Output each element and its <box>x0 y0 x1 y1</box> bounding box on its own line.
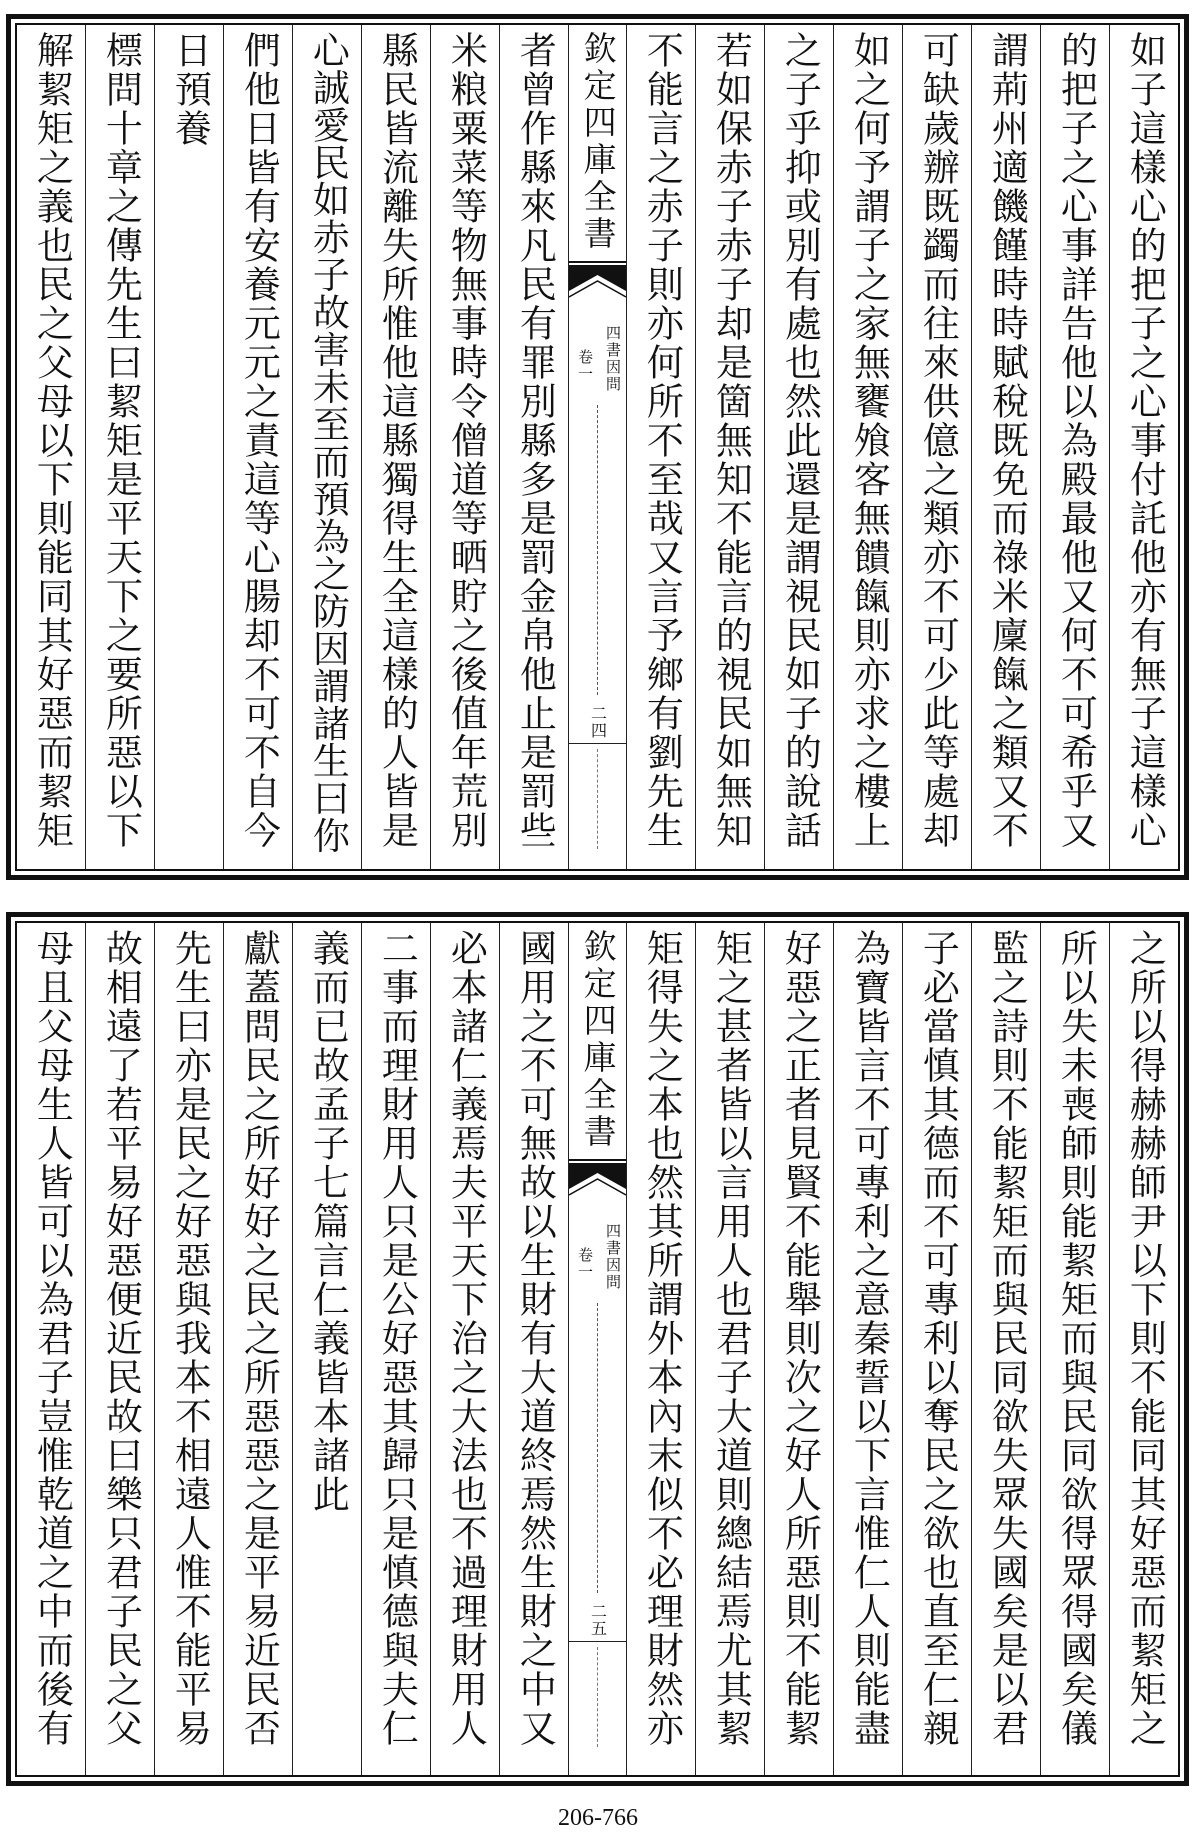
center-column <box>568 923 626 1775</box>
text-column <box>764 923 833 1775</box>
page-number-rule <box>569 1641 626 1642</box>
page-number: 二四 <box>588 705 608 739</box>
column-text: 所以失未喪師則能絜矩而與民同欲得眾得國矣儀 <box>1054 929 1098 1748</box>
volume-label: 卷一 <box>576 1247 594 1281</box>
column-text: 必本諸仁義焉夫平天下治之大法也不過理財用人 <box>444 929 488 1748</box>
column-text: 謂荊州適饑饉時時賦稅既免而祿米廩餼之類又不 <box>985 31 1029 850</box>
text-column <box>1040 923 1109 1775</box>
fishtail-mark <box>569 261 626 301</box>
text-column <box>17 923 85 1775</box>
page-panel-bottom <box>6 912 1189 1786</box>
book-title: 四書因問 <box>604 1223 622 1291</box>
text-column <box>361 923 430 1775</box>
text-column <box>154 25 223 869</box>
column-text: 日預養 <box>168 31 212 148</box>
column-text: 矩得失之本也然其所謂外本內末似不必理財然亦 <box>640 929 684 1748</box>
text-column <box>85 923 154 1775</box>
panel-frame <box>15 921 1180 1777</box>
series-title-wrap <box>569 31 626 253</box>
text-column <box>154 923 223 1775</box>
column-text: 之所以得赫赫師尹以下則不能同其好惡而絜矩之 <box>1123 929 1167 1748</box>
column-text: 若如保赤子赤子却是箇無知不能言的視民如無知 <box>709 31 753 850</box>
page-number-wrap <box>569 1603 626 1637</box>
book-title: 四書因問 <box>604 325 622 393</box>
column-text: 之子乎抑或別有處也然此還是謂視民如子的說話 <box>778 31 822 850</box>
text-column <box>626 923 695 1775</box>
text-column <box>695 923 764 1775</box>
text-column <box>902 923 971 1775</box>
column-text: 者曾作縣來凡民有罪別縣多是罰金帛他止是罰些 <box>513 31 557 850</box>
text-column <box>764 25 833 869</box>
column-text: 的把子之心事詳告他以為殿最他又何不可希乎又 <box>1054 31 1098 850</box>
text-column <box>626 25 695 869</box>
column-text: 國用之不可無故以生財有大道終焉然生財之中又 <box>513 929 557 1748</box>
column-text: 縣民皆流離失所惟他這縣獨得生全這樣的人皆是 <box>375 31 419 850</box>
center-dotted-rule-lower <box>597 749 598 849</box>
column-text: 二事而理財用人只是公好惡其歸只是慎德與夫仁 <box>375 929 419 1748</box>
center-column <box>568 25 626 869</box>
text-column <box>430 923 499 1775</box>
text-column <box>17 25 85 869</box>
text-column <box>223 923 292 1775</box>
text-column <box>1040 25 1109 869</box>
footer-page-number: 206-766 <box>558 1805 638 1831</box>
text-column <box>223 25 292 869</box>
center-dotted-rule-lower <box>597 1647 598 1747</box>
column-text: 母且父母生人皆可以為君子豈惟乾道之中而後有 <box>30 929 74 1748</box>
column-text: 為寶皆言不可專利之意秦誓以下言惟仁人則能盡 <box>847 929 891 1748</box>
text-column <box>499 25 568 869</box>
text-column <box>1109 25 1178 869</box>
text-column <box>361 25 430 869</box>
page-number-wrap <box>569 705 626 739</box>
column-text: 如之何予謂子之家無饔飧客無饋餼則亦求之樓上 <box>847 31 891 850</box>
series-title: 欽定四庫全書 <box>578 929 618 1151</box>
column-text: 好惡之正者見賢不能舉則次之好人所惡則不能絜 <box>778 929 822 1748</box>
page-number: 二五 <box>588 1603 608 1637</box>
text-column <box>902 25 971 869</box>
text-column <box>971 923 1040 1775</box>
column-text: 如子這樣心的把子之心事付託他亦有無子這樣心 <box>1123 31 1167 850</box>
panel-frame <box>15 23 1180 871</box>
column-text: 矩之甚者皆以言用人也君子大道則總結焉尤其絜 <box>709 929 753 1748</box>
page-panel-top <box>6 14 1189 880</box>
column-text: 標問十章之傳先生曰絜矩是平天下之要所惡以下 <box>99 31 143 850</box>
column-text: 獻蓋問民之所好好之民之所惡惡之是平易近民否 <box>237 929 281 1748</box>
text-column <box>695 25 764 869</box>
column-text: 子必當慎其德而不可專利以奪民之欲也直至仁親 <box>916 929 960 1748</box>
text-column <box>85 25 154 869</box>
column-text: 心誠愛民如赤子故害未至而預為之防因謂諸生曰你 <box>306 31 350 854</box>
column-text: 義而已故孟子七篇言仁義皆本諸此 <box>306 929 350 1514</box>
column-text: 先生曰亦是民之好惡與我本不相遠人惟不能平易 <box>168 929 212 1748</box>
text-column <box>833 923 902 1775</box>
center-dotted-rule <box>597 405 598 695</box>
series-title: 欽定四庫全書 <box>578 31 618 253</box>
text-column <box>499 923 568 1775</box>
column-text: 們他日皆有安養元元之責這等心腸却不可不自今 <box>237 31 281 850</box>
column-text: 監之詩則不能絜矩而與民同欲失眾失國矣是以君 <box>985 929 1029 1748</box>
series-title-wrap <box>569 929 626 1151</box>
column-text: 米粮粟菜等物無事時令僧道等晒貯之後值年荒別 <box>444 31 488 850</box>
column-text: 解絜矩之義也民之父母以下則能同其好惡而絜矩 <box>30 31 74 850</box>
column-text: 故相遠了若平易好惡便近民故曰樂只君子民之父 <box>99 929 143 1748</box>
column-text: 不能言之赤子則亦何所不至哉又言予鄉有劉先生 <box>640 31 684 850</box>
column-text: 可缺歲辦既蠲而往來供億之類亦不可少此等處却 <box>916 31 960 850</box>
page-number-rule <box>569 743 626 744</box>
text-column <box>430 25 499 869</box>
center-dotted-rule <box>597 1303 598 1593</box>
text-column <box>833 25 902 869</box>
fishtail-mark <box>569 1159 626 1199</box>
volume-label: 卷一 <box>576 349 594 383</box>
text-column <box>1109 923 1178 1775</box>
text-column <box>292 923 361 1775</box>
text-column <box>971 25 1040 869</box>
text-column <box>292 25 361 869</box>
